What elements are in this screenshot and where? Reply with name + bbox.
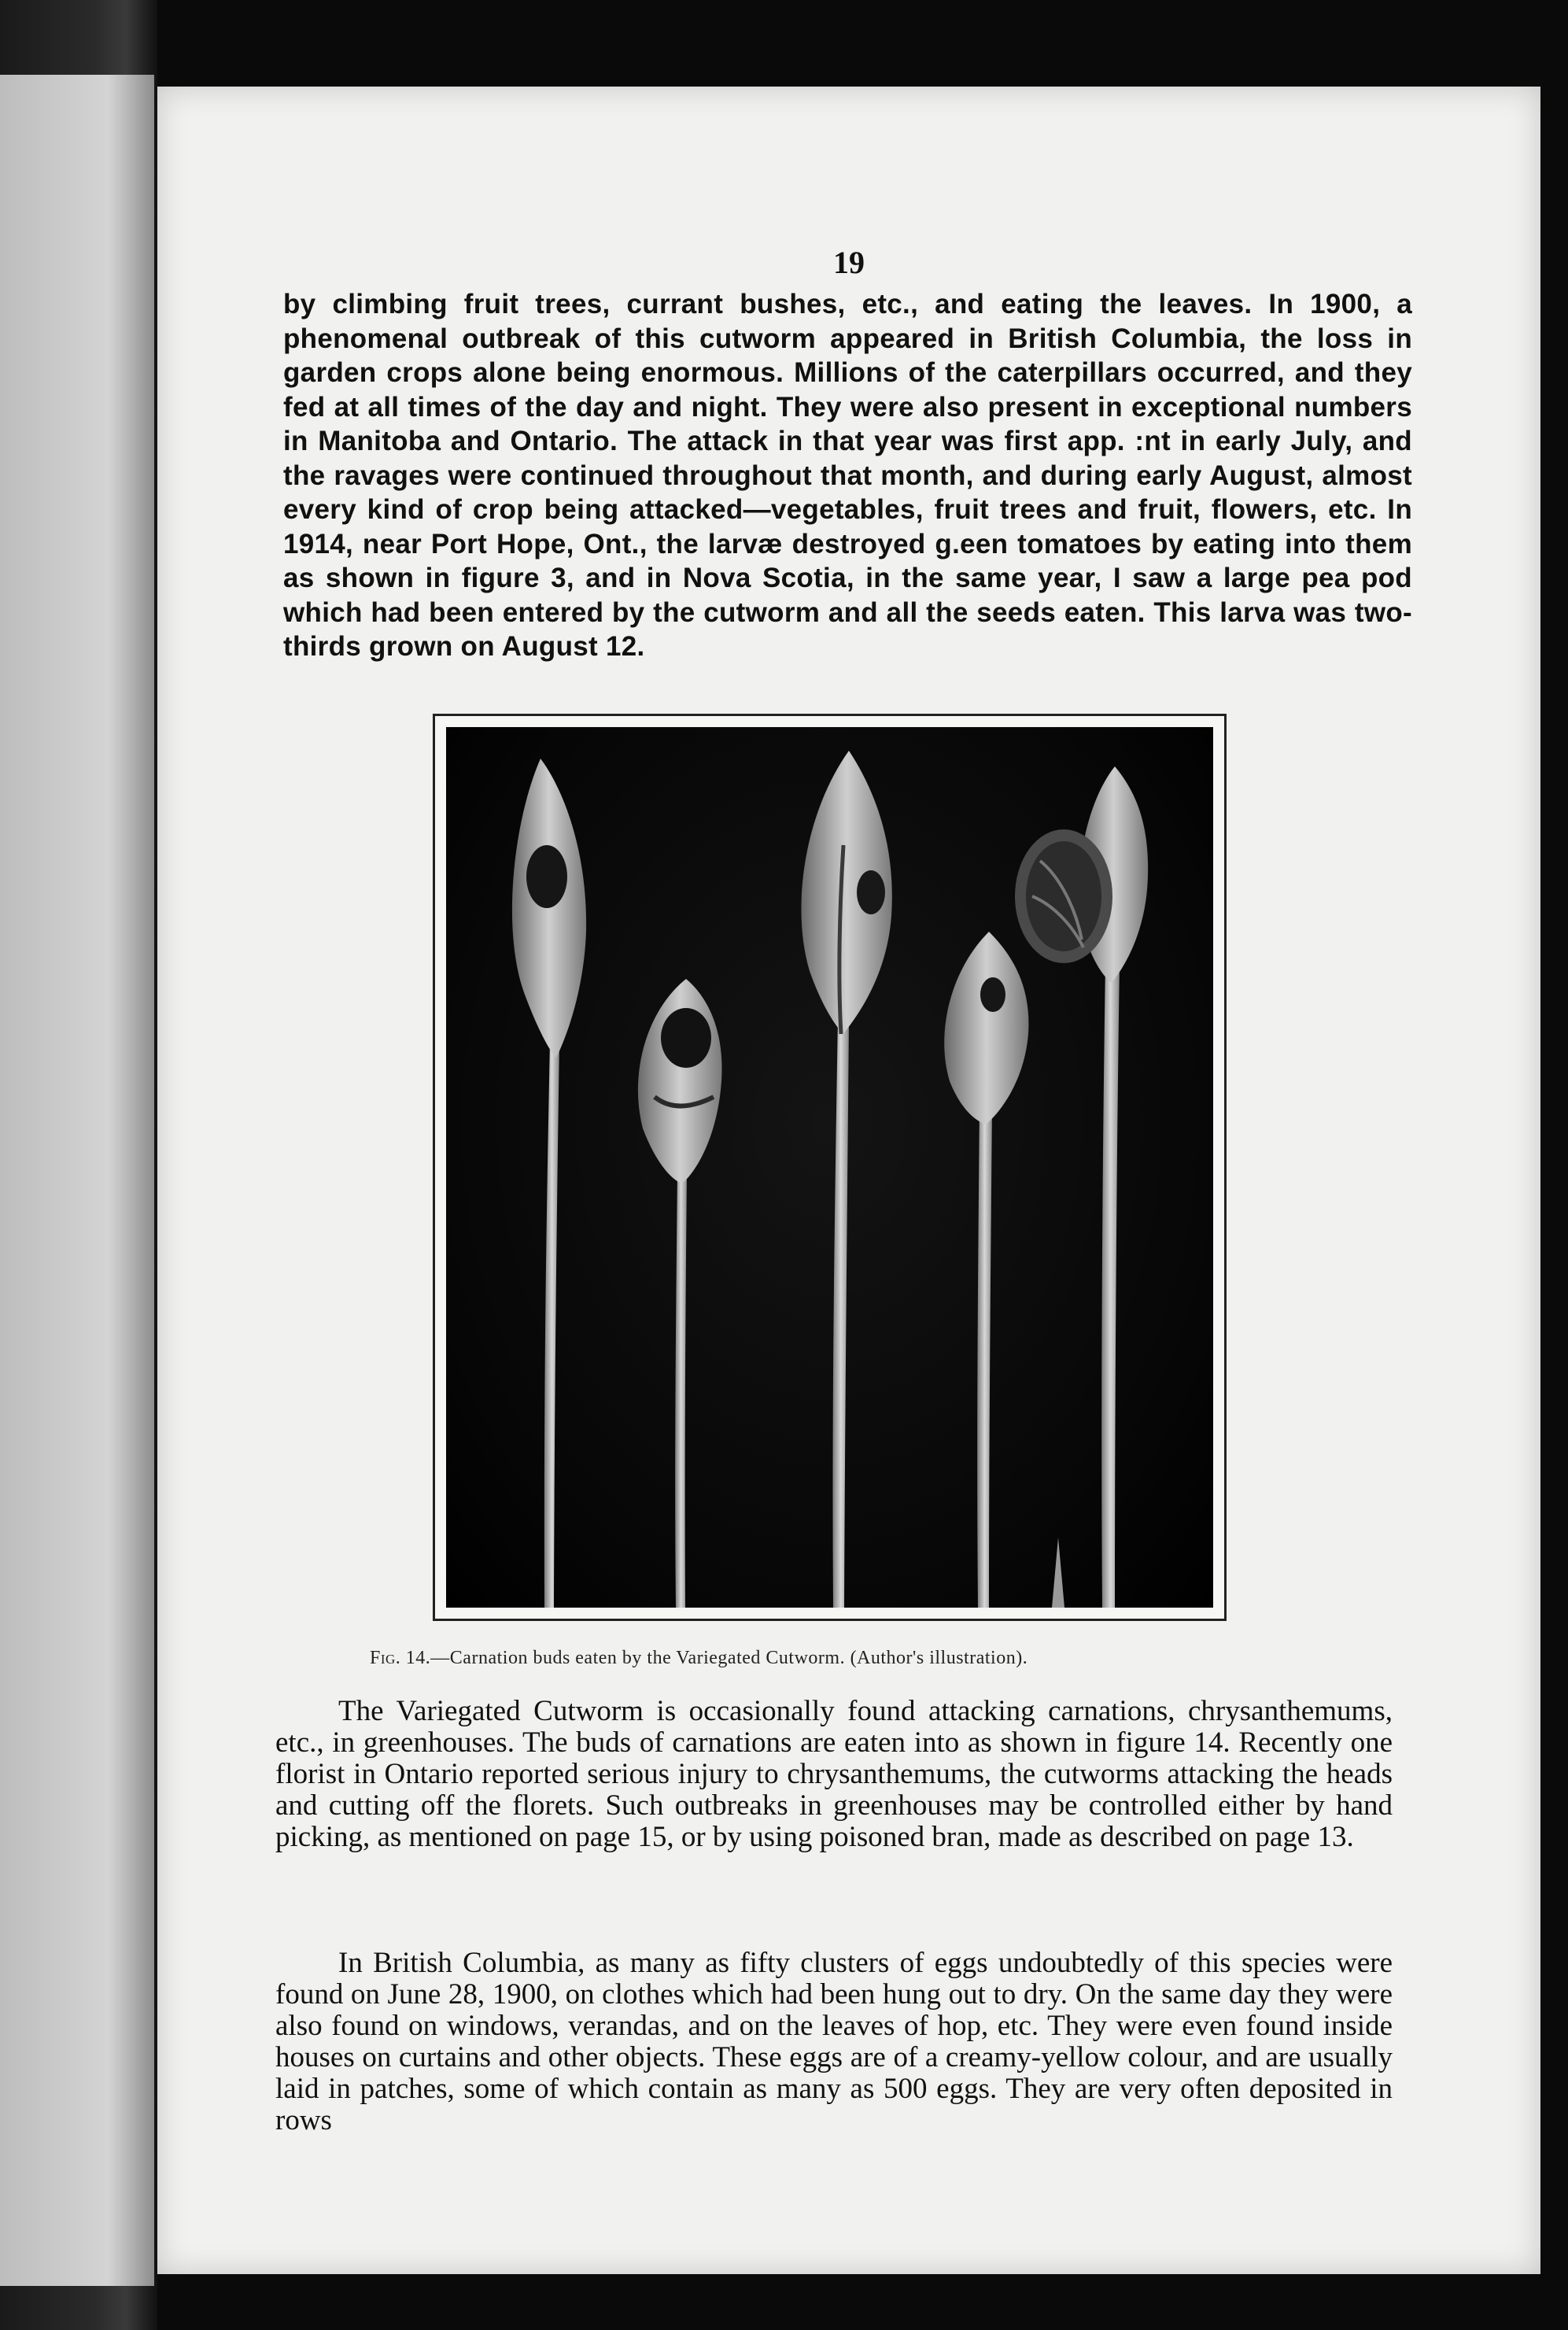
figure-caption [370,1648,1345,1669]
bud-1 [512,759,586,1608]
bud-2 [638,979,722,1608]
bud-4 [944,932,1028,1608]
carnation-buds-illustration [446,727,1213,1608]
figure-label: Fig. 14. [370,1648,431,1668]
carnation-buds-photo [446,727,1213,1608]
bud-5 [1015,766,1148,1608]
paragraph-1: by climbing fruit trees, currant bushes, etc., and eating the leaves. In 1900, a phenomenal outbreak of this cutworm appeared in British Columbia, the loss in garden crops alone being enormous. Millions of the caterpillars occurred, and they fed at all times of the day and night. They were also present in exceptional numbers in Manitoba and Ontario. The attack in that year was first app. :nt in early July, and the ravages were continued throughout that month, and during early August, almost every kind of crop being attacked—vegetables, fruit trees and fruit, flowers, etc. In 1914, near Port Hope, Ont., the larvæ destroyed g.een tomatoes by eating into them as shown in figure 3, and in Nova Scotia, in the same year, I saw a large pea pod which had been entered by the cutworm and all the seeds eaten. This larva was two-thirds grown on August 12. [283,289,1412,662]
page-number: 19 [833,245,865,280]
book-page [157,87,1540,2274]
paragraph-2: The Variegated Cutworm is occasionally found attacking carnations, chrysanthemums, etc., in greenhouses. The buds of carnations are eaten into as shown in figure 14. Recently one florist in Ontario reported serious injury to chrysanthemums, the cutworms attacking the heads and cutting off the florets. Such outbreaks in greenhouses may be controlled either by hand picking, as mentioned on page 15, or by using poisoned bran, made as described on page 13. [275,1695,1393,1853]
paragraph-3: In British Columbia, as many as fifty clusters of eggs undoubtedly of this species were found on June 28, 1900, on clothes which had been hung out to dry. On the same day they were also found on windows, verandas, and on the leaves of hop, etc. They were even found inside houses on curtains and other objects. These eggs are of a creamy-yellow colour, and are usually laid in patches, some of which contain as many as 500 eggs. They are very often deposited in rows [275,1947,1393,2136]
facing-page-edge [0,75,154,2286]
figure-14-frame [433,714,1227,1621]
bud-3 [801,751,891,1608]
leaf-spike [1052,1538,1064,1608]
figure-caption-text: —Carnation buds eaten by the Variegated Cutworm. (Author's illustration). [430,1648,1028,1668]
